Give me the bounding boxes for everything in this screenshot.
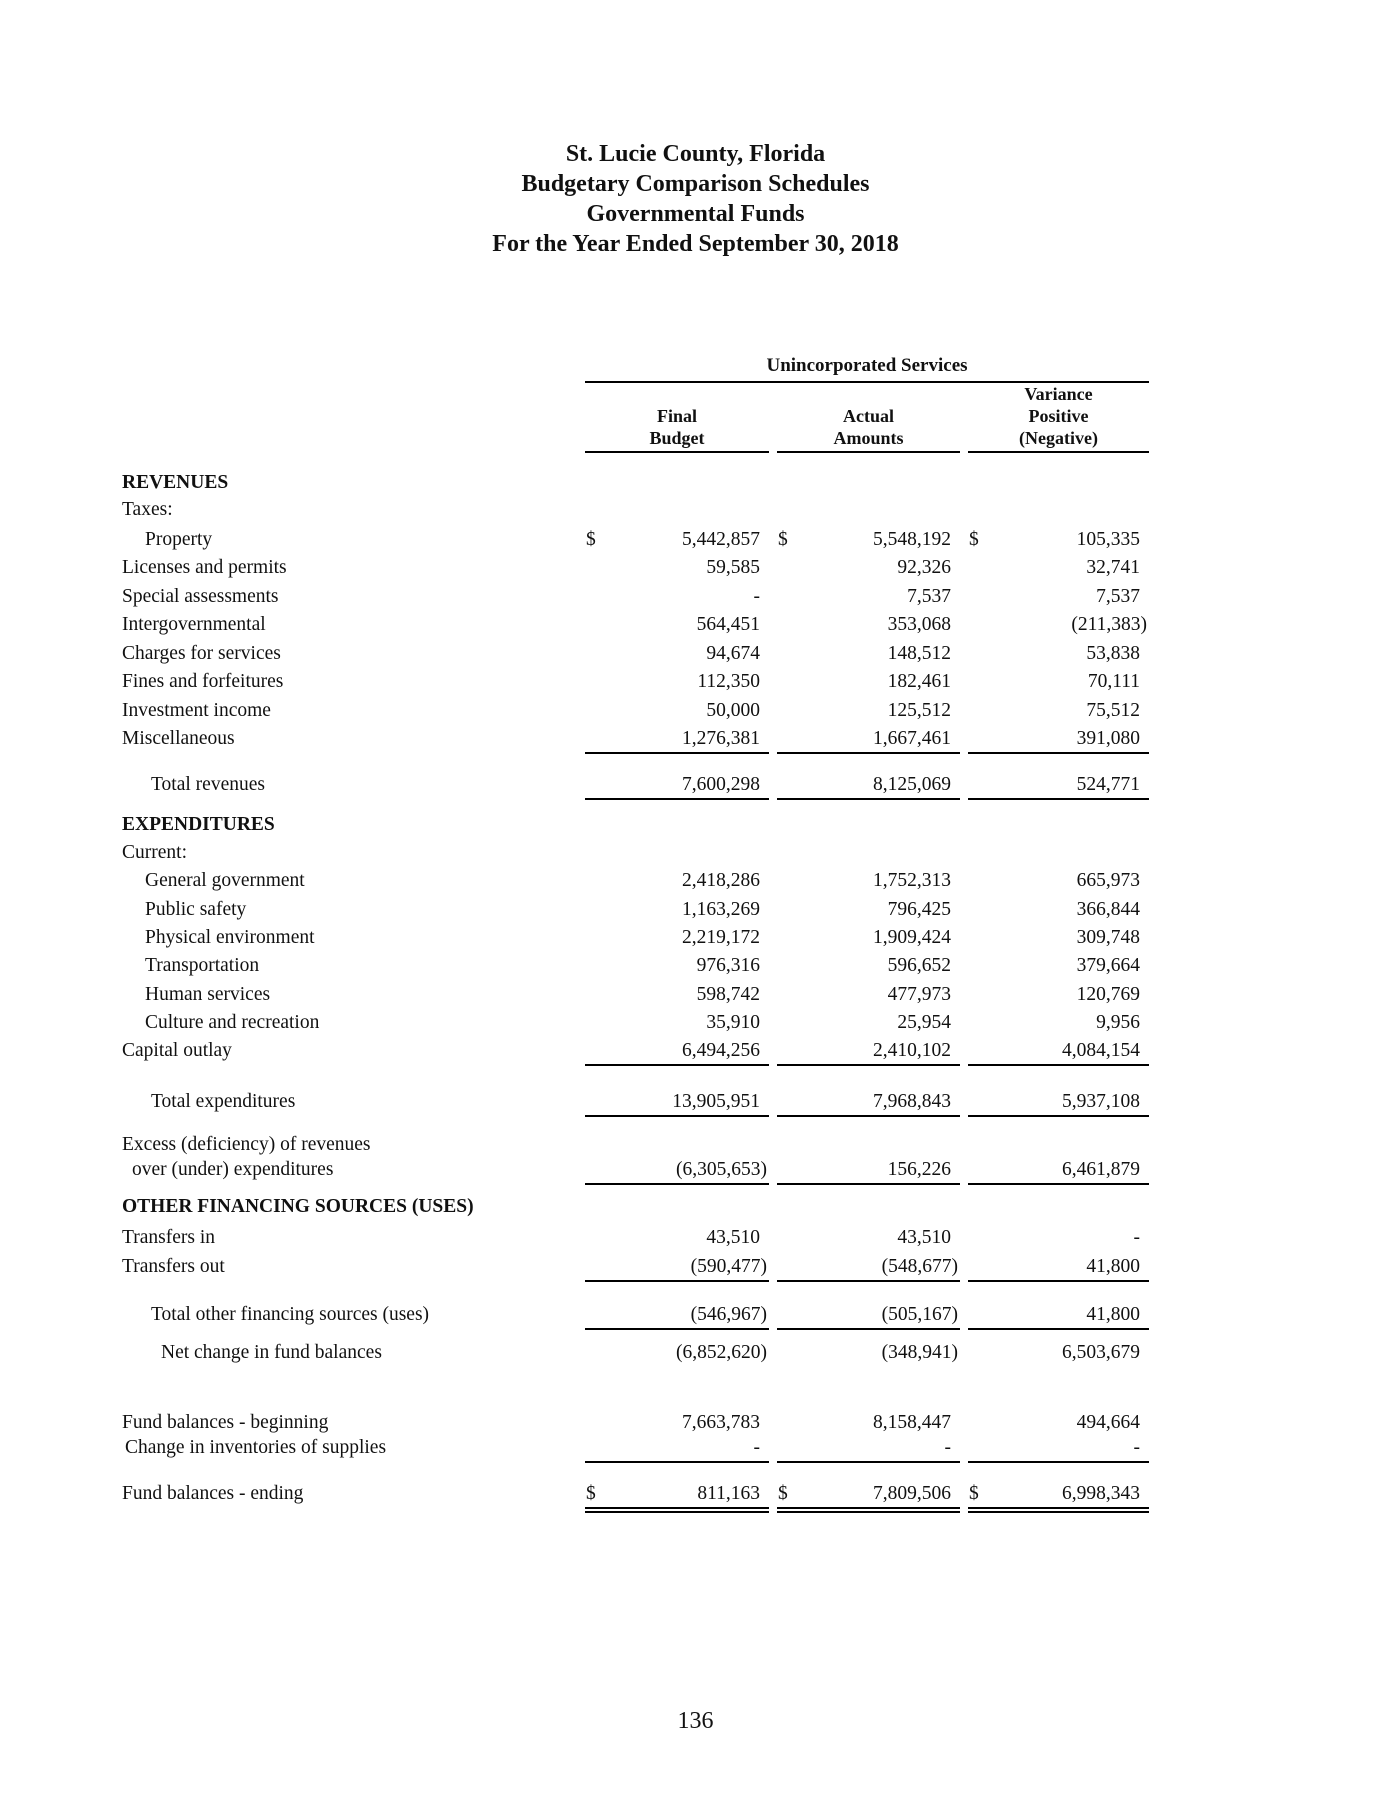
- section-heading: REVENUES: [122, 472, 229, 493]
- final-budget-value: 2,219,172: [682, 927, 760, 948]
- currency-symbol: $: [778, 529, 788, 550]
- final-budget-value: (590,477): [690, 1256, 767, 1277]
- actual-amount-value: 7,809,506: [873, 1483, 951, 1504]
- section-heading: OTHER FINANCING SOURCES (USES): [122, 1196, 474, 1217]
- row-label: Transportation: [145, 955, 260, 976]
- row-label: Public safety: [145, 899, 247, 920]
- single-underline: [585, 1280, 769, 1282]
- single-underline: [585, 1064, 769, 1066]
- single-underline: [585, 752, 769, 754]
- title-period: For the Year Ended September 30, 2018: [492, 231, 899, 257]
- variance-value: 5,937,108: [1062, 1091, 1140, 1112]
- actual-amount-value: 1,909,424: [873, 927, 951, 948]
- double-underline: [585, 1507, 769, 1509]
- variance-value: 4,084,154: [1062, 1040, 1140, 1061]
- single-underline: [968, 1183, 1149, 1185]
- row-label: Miscellaneous: [122, 728, 235, 749]
- final-budget-value: 5,442,857: [682, 529, 760, 550]
- variance-value: -: [1133, 1227, 1140, 1248]
- table-row: [0, 698, 1391, 724]
- column-header-actual-amounts: [777, 405, 960, 449]
- variance-value: 9,956: [1096, 1012, 1140, 1033]
- actual-amount-value: 92,326: [897, 557, 951, 578]
- variance-value: 53,838: [1086, 643, 1140, 664]
- actual-amount-value: 8,158,447: [873, 1412, 951, 1433]
- actual-amount-value: 477,973: [887, 984, 951, 1005]
- variance-value: 41,800: [1086, 1256, 1140, 1277]
- currency-symbol: $: [586, 529, 596, 550]
- table-row: [0, 1254, 1391, 1280]
- double-underline: [968, 1507, 1149, 1509]
- single-underline: [968, 1328, 1149, 1330]
- final-budget-value: (6,305,653): [676, 1159, 767, 1180]
- table-row: [0, 555, 1391, 581]
- final-budget-value: 94,674: [706, 643, 760, 664]
- single-underline: [585, 1461, 769, 1463]
- table-row: [0, 812, 1391, 838]
- column-header-rule: [968, 451, 1149, 453]
- variance-value: 391,080: [1076, 728, 1140, 749]
- actual-amount-value: 43,510: [897, 1227, 951, 1248]
- final-budget-value: 59,585: [706, 557, 760, 578]
- table-row: [0, 641, 1391, 667]
- final-budget-value: 811,163: [697, 1483, 760, 1504]
- table-row: [0, 1410, 1391, 1436]
- actual-amount-value: 1,667,461: [873, 728, 951, 749]
- row-label: Excess (deficiency) of revenues: [122, 1134, 371, 1155]
- actual-amount-value: 156,226: [887, 1159, 951, 1180]
- single-underline: [968, 1064, 1149, 1066]
- final-budget-value: 1,163,269: [682, 899, 760, 920]
- final-budget-value: -: [753, 1437, 760, 1458]
- final-budget-value: 50,000: [706, 700, 760, 721]
- variance-value: 32,741: [1086, 557, 1140, 578]
- variance-value: 6,503,679: [1062, 1342, 1140, 1363]
- row-label: Transfers in: [122, 1227, 215, 1248]
- final-budget-value: 13,905,951: [672, 1091, 760, 1112]
- column-header-line: Amounts: [833, 428, 904, 448]
- row-label: Physical environment: [145, 927, 315, 948]
- final-budget-value: 7,663,783: [682, 1412, 760, 1433]
- row-label: Net change in fund balances: [161, 1342, 382, 1363]
- single-underline: [777, 798, 960, 800]
- actual-amount-value: 8,125,069: [873, 774, 951, 795]
- variance-value: -: [1133, 1437, 1140, 1458]
- actual-amount-value: 7,968,843: [873, 1091, 951, 1112]
- row-label: Special assessments: [122, 586, 279, 607]
- final-budget-value: 2,418,286: [682, 870, 760, 891]
- currency-symbol: $: [586, 1483, 596, 1504]
- final-budget-value: 598,742: [696, 984, 760, 1005]
- column-group-title: Unincorporated Services: [766, 355, 968, 376]
- page-number: 136: [677, 1708, 714, 1734]
- row-label: Change in inventories of supplies: [125, 1437, 387, 1458]
- actual-amount-value: -: [944, 1437, 951, 1458]
- single-underline: [585, 798, 769, 800]
- variance-value: 6,461,879: [1062, 1159, 1140, 1180]
- row-label: Total revenues: [151, 774, 265, 795]
- column-header-line: Actual: [843, 406, 894, 426]
- actual-amount-value: 182,461: [887, 671, 951, 692]
- column-header-line: Variance: [1024, 384, 1093, 404]
- final-budget-value: 1,276,381: [682, 728, 760, 749]
- actual-amount-value: 596,652: [887, 955, 951, 976]
- table-row: [0, 527, 1391, 553]
- table-row: [0, 1481, 1391, 1507]
- single-underline: [777, 1183, 960, 1185]
- variance-value: 309,748: [1076, 927, 1140, 948]
- table-row: [0, 1132, 1391, 1158]
- actual-amount-value: 1,752,313: [873, 870, 951, 891]
- row-label: Property: [145, 529, 213, 550]
- table-row: [0, 1157, 1391, 1183]
- actual-amount-value: 796,425: [887, 899, 951, 920]
- table-row: [0, 1089, 1391, 1115]
- single-underline: [777, 1328, 960, 1330]
- variance-value: 41,800: [1086, 1304, 1140, 1325]
- column-header-final-budget: [585, 405, 769, 449]
- table-row: [0, 925, 1391, 951]
- row-label: Total other financing sources (uses): [151, 1304, 430, 1325]
- single-underline: [968, 1115, 1149, 1117]
- column-header-line: (Negative): [1019, 428, 1098, 448]
- variance-value: 494,664: [1076, 1412, 1140, 1433]
- single-underline: [585, 1115, 769, 1117]
- single-underline: [777, 1064, 960, 1066]
- single-underline: [777, 1280, 960, 1282]
- table-row: [0, 669, 1391, 695]
- final-budget-value: 7,600,298: [682, 774, 760, 795]
- final-budget-value: 35,910: [706, 1012, 760, 1033]
- table-row: [0, 470, 1391, 496]
- row-label: Fund balances - ending: [122, 1483, 304, 1504]
- row-label: Investment income: [122, 700, 271, 721]
- table-row: [0, 1010, 1391, 1036]
- actual-amount-value: 2,410,102: [873, 1040, 951, 1061]
- actual-amount-value: (548,677): [881, 1256, 958, 1277]
- row-label: Charges for services: [122, 643, 281, 664]
- table-row: [0, 584, 1391, 610]
- actual-amount-value: (505,167): [881, 1304, 958, 1325]
- variance-value: 6,998,343: [1062, 1483, 1140, 1504]
- table-row: [0, 497, 1391, 523]
- single-underline: [585, 1183, 769, 1185]
- row-label: Transfers out: [122, 1256, 225, 1277]
- actual-amount-value: 353,068: [887, 614, 951, 635]
- row-label: Fund balances - beginning: [122, 1412, 329, 1433]
- variance-value: 379,664: [1076, 955, 1140, 976]
- table-row: [0, 953, 1391, 979]
- row-label: Current:: [122, 842, 187, 863]
- table-row: [0, 1194, 1391, 1220]
- final-budget-value: 564,451: [696, 614, 760, 635]
- table-row: [0, 1225, 1391, 1251]
- currency-symbol: $: [778, 1483, 788, 1504]
- currency-symbol: $: [969, 529, 979, 550]
- variance-value: 524,771: [1076, 774, 1140, 795]
- table-row: [0, 726, 1391, 752]
- table-row: [0, 1435, 1391, 1461]
- variance-value: 120,769: [1076, 984, 1140, 1005]
- final-budget-value: 976,316: [696, 955, 760, 976]
- actual-amount-value: 25,954: [897, 1012, 951, 1033]
- variance-value: 70,111: [1087, 671, 1140, 692]
- variance-value: 665,973: [1076, 870, 1140, 891]
- title-schedule: Budgetary Comparison Schedules: [521, 171, 870, 197]
- column-header-rule: [777, 451, 960, 453]
- title-fund-type: Governmental Funds: [586, 201, 805, 227]
- table-row: [0, 840, 1391, 866]
- variance-value: (211,383): [1071, 614, 1147, 635]
- row-label: Intergovernmental: [122, 614, 266, 635]
- single-underline: [968, 798, 1149, 800]
- currency-symbol: $: [969, 1483, 979, 1504]
- table-row: [0, 868, 1391, 894]
- column-header-rule: [585, 451, 769, 453]
- column-header-line: Positive: [1028, 406, 1089, 426]
- row-label: Fines and forfeitures: [122, 671, 284, 692]
- column-header-line: Final: [656, 406, 697, 426]
- column-header-line: Budget: [649, 428, 705, 448]
- actual-amount-value: 7,537: [907, 586, 951, 607]
- section-heading: EXPENDITURES: [122, 814, 275, 835]
- variance-value: 7,537: [1096, 586, 1140, 607]
- row-label: General government: [145, 870, 305, 891]
- actual-amount-value: 148,512: [887, 643, 951, 664]
- single-underline: [968, 752, 1149, 754]
- single-underline: [968, 1280, 1149, 1282]
- row-label: over (under) expenditures: [132, 1159, 334, 1180]
- double-underline: [777, 1507, 960, 1509]
- single-underline: [777, 1461, 960, 1463]
- single-underline: [968, 1461, 1149, 1463]
- single-underline: [777, 1115, 960, 1117]
- table-row: [0, 1340, 1391, 1366]
- row-label: Taxes:: [122, 499, 173, 520]
- table-row: [0, 1302, 1391, 1328]
- final-budget-value: 43,510: [706, 1227, 760, 1248]
- table-row: [0, 897, 1391, 923]
- final-budget-value: (546,967): [690, 1304, 767, 1325]
- title-county: St. Lucie County, Florida: [565, 141, 826, 167]
- variance-value: 75,512: [1086, 700, 1140, 721]
- table-row: [0, 982, 1391, 1008]
- final-budget-value: 112,350: [697, 671, 760, 692]
- final-budget-value: -: [753, 586, 760, 607]
- single-underline: [777, 752, 960, 754]
- final-budget-value: 6,494,256: [682, 1040, 760, 1061]
- table-row: [0, 772, 1391, 798]
- row-label: Total expenditures: [151, 1091, 296, 1112]
- final-budget-value: (6,852,620): [676, 1342, 767, 1363]
- actual-amount-value: (348,941): [881, 1342, 958, 1363]
- row-label: Culture and recreation: [145, 1012, 320, 1033]
- actual-amount-value: 125,512: [887, 700, 951, 721]
- column-header-variance: [968, 383, 1149, 449]
- table-row: [0, 1038, 1391, 1064]
- variance-value: 366,844: [1076, 899, 1140, 920]
- row-label: Human services: [145, 984, 271, 1005]
- row-label: Licenses and permits: [122, 557, 287, 578]
- table-row: [0, 612, 1391, 638]
- single-underline: [585, 1328, 769, 1330]
- variance-value: 105,335: [1076, 529, 1140, 550]
- row-label: Capital outlay: [122, 1040, 232, 1061]
- actual-amount-value: 5,548,192: [873, 529, 951, 550]
